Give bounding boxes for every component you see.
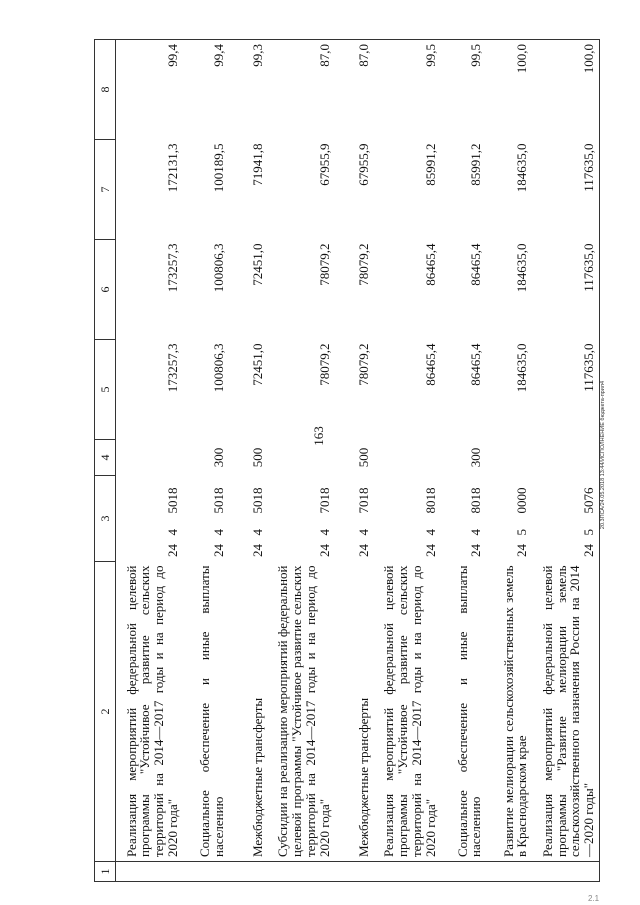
- code-section-cell: 24: [316, 544, 332, 557]
- row-index-cell: [532, 862, 599, 882]
- refined-plan-cell: 86465,4: [468, 243, 484, 286]
- row-description-cell: Социальное обеспечение и иные выплаты населению: [440, 562, 486, 862]
- code-article-cell: 5018: [165, 487, 181, 514]
- header-cell-1: 1: [95, 862, 116, 882]
- executed-amount-cell: 172131,3: [165, 143, 181, 193]
- execution-percent-cell: 87,0: [335, 39, 374, 139]
- code-article-cell: 5018: [250, 487, 266, 514]
- refined-plan-cell: 72451,0: [250, 243, 266, 286]
- code-section-cell: 24: [468, 544, 484, 557]
- code-article-cell: 0000: [514, 487, 530, 514]
- code-subsection-cell: 4: [316, 529, 332, 536]
- header-cell-8: 8: [95, 39, 116, 139]
- plan-amount-cell: 100806,3: [210, 343, 226, 393]
- budget-table-container: [94, 40, 600, 882]
- expense-type-cell: [532, 439, 599, 475]
- code-subsection-cell: 5: [514, 529, 530, 536]
- plan-amount-cell: 173257,3: [165, 343, 181, 393]
- executed-amount-cell: 85991,2: [422, 143, 438, 186]
- header-cell-7: 7: [95, 139, 116, 239]
- execution-percent-cell: 100,0: [486, 39, 532, 139]
- corner-mark: 2.1: [588, 894, 600, 903]
- refined-plan-cell: 78079,2: [355, 243, 371, 286]
- code-subsection-cell: 4: [422, 529, 438, 536]
- code-subsection-cell: 4: [355, 529, 371, 536]
- row-description-cell: Межбюджетные трансферты: [335, 562, 374, 862]
- execution-percent-cell: 99,3: [229, 39, 268, 139]
- header-cell-3: 3: [95, 475, 116, 561]
- executed-amount-cell: 67955,9: [355, 143, 371, 186]
- expense-type-cell: 500: [355, 447, 371, 468]
- row-index-cell: [374, 862, 441, 882]
- expense-type-cell: [116, 439, 183, 475]
- plan-amount-cell: 86465,4: [468, 343, 484, 386]
- row-description-cell: Реализация мероприятий федеральной целевой программы "Развитие мелиорации земель сельскохозяйственного назначения России на 2014—2020 годы": [532, 562, 599, 862]
- page-number: 163: [311, 426, 326, 446]
- executed-amount-cell: 100189,5: [210, 143, 226, 193]
- execution-percent-cell: 99,5: [374, 39, 441, 139]
- code-article-cell: 5076: [532, 475, 599, 525]
- row-description-cell: Реализация мероприятий федеральной целевой программы "Устойчивое развитие сельских территорий на 2014—2017 годы и на период до 2020 года": [116, 562, 183, 862]
- table-row: [440, 39, 486, 881]
- row-description-cell: Реализация мероприятий федеральной целевой программы "Устойчивое развитие сельских территорий на 2014—2017 годы и на период до 2020 года": [374, 562, 441, 862]
- executed-amount-cell: 67955,9: [316, 143, 332, 186]
- expense-type-cell: 300: [210, 447, 226, 468]
- code-section-cell: 24: [422, 544, 438, 557]
- table-row: [183, 39, 229, 881]
- refined-plan-cell: 78079,2: [316, 243, 332, 286]
- plan-amount-cell: 72451,0: [250, 343, 266, 386]
- code-subsection-cell: 4: [250, 529, 266, 536]
- document-footer-note: 20.3ПСА/24.05.2018 13:44/ИСПОЛНЕНИЕ бюджета-прил4: [600, 380, 606, 530]
- budget-table: [94, 39, 600, 882]
- code-subsection-cell: 5: [532, 526, 599, 540]
- table-row: [229, 39, 268, 881]
- row-index-cell: [486, 862, 532, 882]
- row-index-cell: [183, 862, 229, 882]
- header-cell-5: 5: [95, 339, 116, 439]
- expense-type-cell: [374, 439, 441, 475]
- row-index-cell: [268, 862, 335, 882]
- plan-amount-cell: 117635,0: [532, 339, 599, 439]
- row-index-cell: [440, 862, 486, 882]
- plan-amount-cell: 78079,2: [316, 343, 332, 386]
- row-index-cell: [335, 862, 374, 882]
- executed-amount-cell: 184635,0: [514, 143, 530, 193]
- execution-percent-cell: 100,0: [532, 39, 599, 139]
- expense-type-cell: [268, 439, 335, 475]
- plan-amount-cell: 184635,0: [514, 343, 530, 393]
- code-section-cell: 24: [532, 540, 599, 562]
- expense-type-cell: 300: [468, 447, 484, 468]
- row-description-cell: Развитие мелиорации сельскохозяйственных земель в Краснодарском крае: [486, 562, 532, 862]
- refined-plan-cell: 100806,3: [210, 243, 226, 293]
- refined-plan-cell: 117635,0: [532, 239, 599, 339]
- code-article-cell: 8018: [468, 487, 484, 514]
- code-subsection-cell: 4: [165, 529, 181, 536]
- refined-plan-cell: 184635,0: [514, 243, 530, 293]
- code-article-cell: 5018: [210, 487, 226, 514]
- header-row: [95, 39, 116, 881]
- table-row: [486, 39, 532, 881]
- refined-plan-cell: 173257,3: [165, 243, 181, 293]
- executed-amount-cell: 117635,0: [532, 139, 599, 239]
- code-article-cell: 7018: [316, 487, 332, 514]
- code-subsection-cell: 4: [468, 529, 484, 536]
- code-section-cell: 24: [165, 544, 181, 557]
- code-section-cell: 24: [514, 544, 530, 557]
- expense-type-cell: 500: [250, 447, 266, 468]
- table-row: [116, 39, 183, 881]
- code-section-cell: 24: [355, 544, 371, 557]
- table-row: [335, 39, 374, 881]
- execution-percent-cell: 87,0: [268, 39, 335, 139]
- execution-percent-cell: 99,5: [440, 39, 486, 139]
- code-article-cell: 8018: [422, 487, 438, 514]
- row-description-cell: Социальное обеспечение и иные выплаты населению: [183, 562, 229, 862]
- table-row: [374, 39, 441, 881]
- execution-percent-cell: 99,4: [183, 39, 229, 139]
- table-row: [532, 39, 599, 881]
- expense-type-cell: [486, 439, 532, 475]
- refined-plan-cell: 86465,4: [422, 243, 438, 286]
- plan-amount-cell: 78079,2: [355, 343, 371, 386]
- row-index-cell: [116, 862, 183, 882]
- execution-percent-cell: 99,4: [116, 39, 183, 139]
- header-cell-2: 2: [95, 562, 116, 862]
- row-description-cell: Субсидии на реализацию мероприятий федеральной целевой программы "Устойчивое развитие сельских территорий на 2014—2017 годы и на период до 2020 года": [268, 562, 335, 862]
- row-description-cell: Межбюджетные трансферты: [229, 562, 268, 862]
- code-article-cell: 7018: [355, 487, 371, 514]
- header-cell-6: 6: [95, 239, 116, 339]
- code-section-cell: 24: [210, 544, 226, 557]
- executed-amount-cell: 85991,2: [468, 143, 484, 186]
- code-section-cell: 24: [250, 544, 266, 557]
- plan-amount-cell: 86465,4: [422, 343, 438, 386]
- code-subsection-cell: 4: [210, 529, 226, 536]
- executed-amount-cell: 71941,8: [250, 143, 266, 186]
- header-cell-4: 4: [95, 439, 116, 475]
- table-row: [268, 39, 335, 881]
- table-body: [116, 39, 600, 881]
- row-index-cell: [229, 862, 268, 882]
